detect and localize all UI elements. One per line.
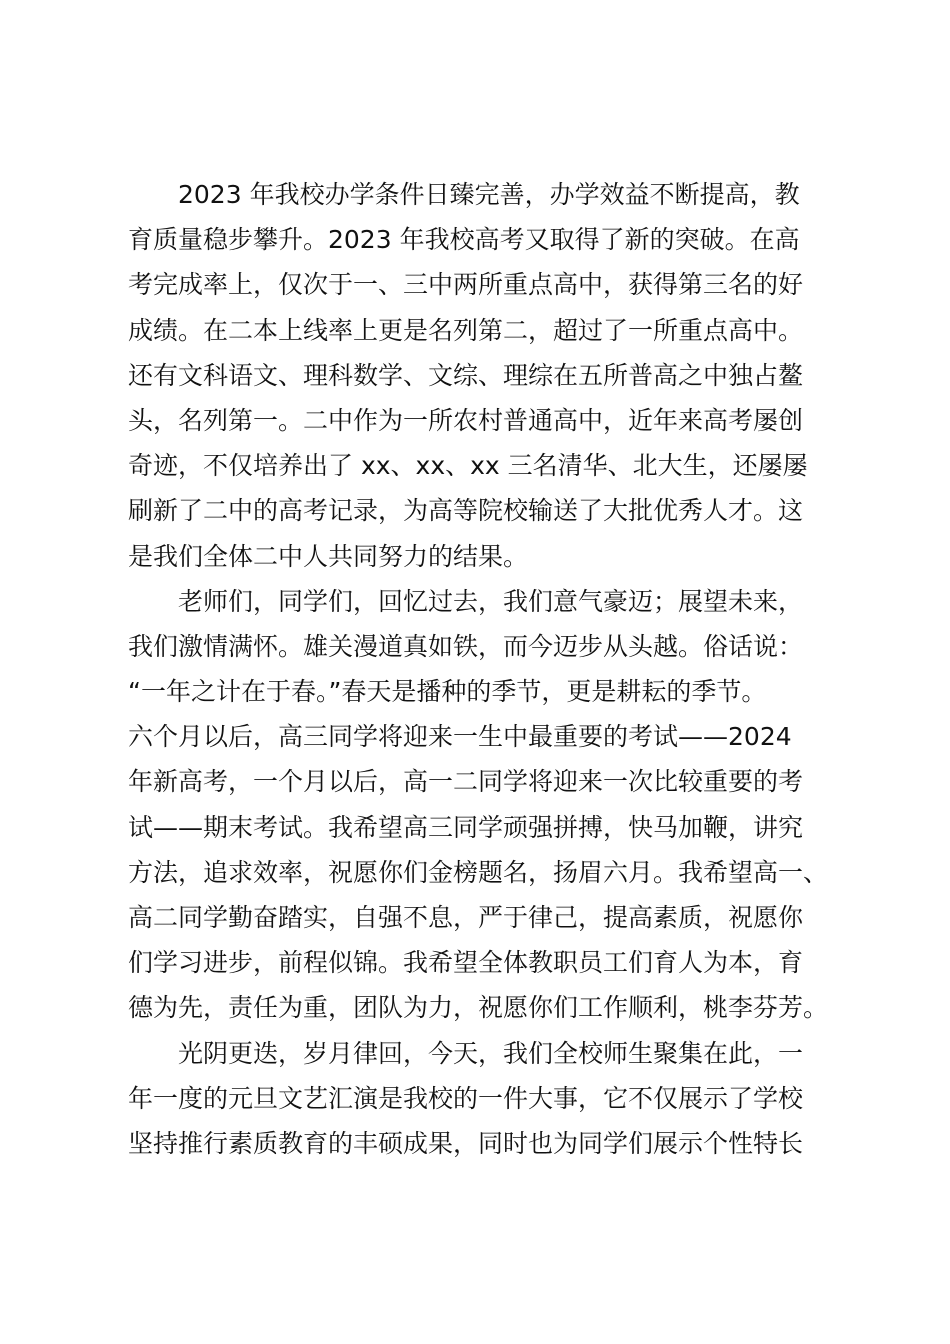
text-line: 老师们，同学们，回忆过去，我们意气豪迈；展望未来， <box>128 586 804 616</box>
text-line: 育质量稳步攀升。2023 年我校高考又取得了新的突破。在高 <box>128 225 800 255</box>
text-line: 们学习进步，前程似锦。我希望全体教职员工们育人为本，育 <box>128 948 804 978</box>
text-line: 我们激情满怀。雄关漫道真如铁，而今迈步从头越。俗话说： <box>128 631 804 661</box>
text-line: 考完成率上，仅次于一、三中两所重点高中，获得第三名的好 <box>128 270 804 300</box>
paragraph-2 <box>128 579 844 1031</box>
text-line: 光阴更迭，岁月律回，今天，我们全校师生聚集在此，一 <box>128 1038 804 1068</box>
paragraph-3 <box>128 1031 844 1167</box>
text-line: 试——期末考试。我希望高三同学顽强拼搏，快马加鞭，讲究 <box>128 812 804 842</box>
text-line: 德为先，责任为重，团队为力，祝愿你们工作顺利，桃李芬芳。 <box>128 993 829 1023</box>
text-line: 2023 年我校办学条件日臻完善，办学效益不断提高，教 <box>128 180 800 209</box>
text-line: 年新高考，一个月以后，高一二同学将迎来一次比较重要的考 <box>128 767 804 797</box>
paragraph-1 <box>128 172 844 579</box>
text-line: 奇迹，不仅培养出了 xx、xx、xx 三名清华、北大生，还屡屡 <box>128 451 808 481</box>
text-line: 坚持推行素质教育的丰硕成果，同时也为同学们展示个性特长 <box>128 1128 804 1158</box>
text-line: 头，名列第一。二中作为一所农村普通高中，近年来高考屡创 <box>128 405 804 435</box>
text-line: 方法，追求效率，祝愿你们金榜题名，扬眉六月。我希望高一、 <box>128 857 829 887</box>
text-line: 是我们全体二中人共同努力的结果。 <box>128 541 529 571</box>
text-line: “一年之计在于春。”春天是播种的季节，更是耕耘的季节。 <box>128 677 767 707</box>
text-line: 刷新了二中的高考记录，为高等院校输送了大批优秀人才。这 <box>128 496 804 526</box>
text-line: 高二同学勤奋踏实，自强不息，严于律己，提高素质，祝愿你 <box>128 903 804 932</box>
text-line: 还有文科语文、理科数学、文综、理综在五所普高之中独占鳌 <box>128 360 804 390</box>
text-line: 六个月以后，高三同学将迎来一生中最重要的考试——2024 <box>128 722 792 752</box>
text-line: 成绩。在二本上线率上更是名列第二，超过了一所重点高中。 <box>128 315 804 345</box>
text-line: 年一度的元旦文艺汇演是我校的一件大事，它不仅展示了学校 <box>128 1083 804 1113</box>
document-body <box>128 172 844 1166</box>
